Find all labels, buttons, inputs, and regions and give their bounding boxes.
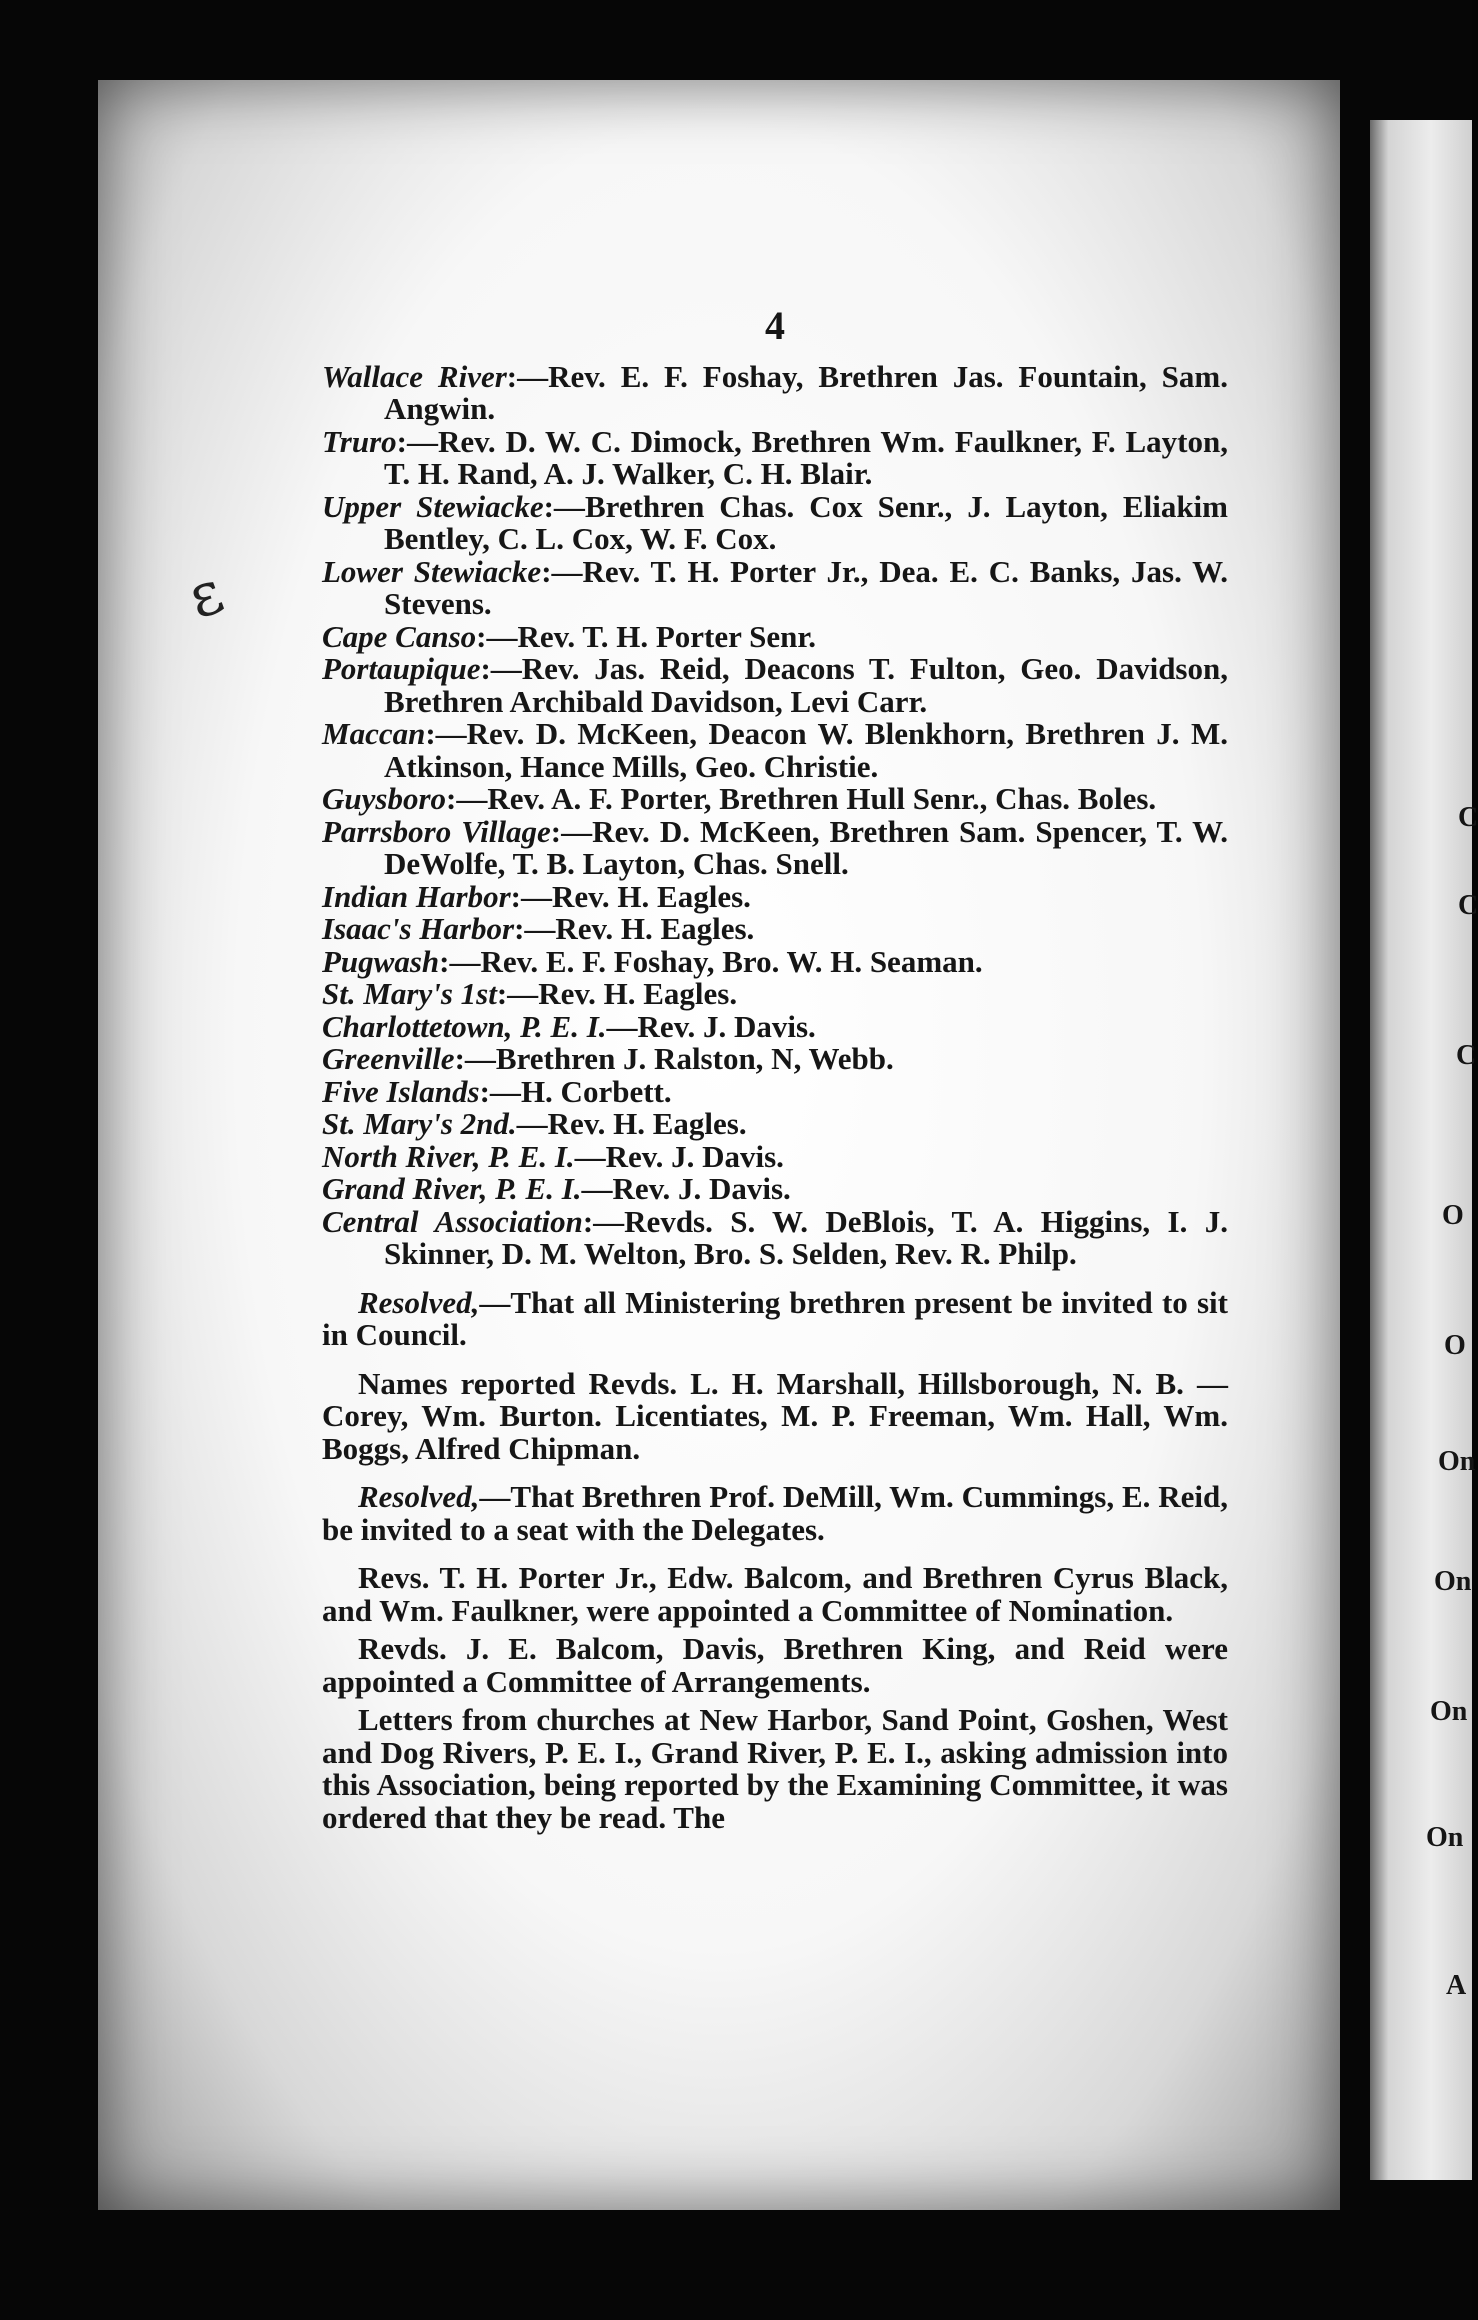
- delegate-entry: [322, 423, 1228, 491]
- delegate-names: Rev. J. Davis.: [637, 1008, 816, 1044]
- resolved-lead: Resolved,: [358, 1284, 480, 1320]
- delegate-entry: [322, 488, 1228, 556]
- separator: :—: [514, 911, 556, 946]
- delegate-names: Rev. Jas. Reid, Deacons T. Fulton, Geo. Davidson, Brethren Archibald Davidson, Levi Carr.: [384, 651, 1228, 719]
- edge-letter: On: [1430, 1696, 1468, 1727]
- delegate-entry: [322, 1073, 1228, 1109]
- paragraph-text: Revs. T. H. Porter Jr., Edw. Balcom, and Brethren Cyrus Black, and Wm. Faulkner, were appointed a Committee of Nomination.: [322, 1560, 1228, 1628]
- church-name: Upper Stewiacke: [322, 488, 544, 524]
- separator: :—: [479, 1073, 521, 1109]
- delegate-names: Revds. S. W. DeBlois, T. A. Higgins, I. J. Skinner, D. M. Welton, Bro. S. Selden, Rev. R. Philp.: [384, 1203, 1228, 1271]
- edge-letter: C: [1458, 890, 1478, 921]
- adjacent-page-edge: [1370, 120, 1478, 2180]
- delegate-entry: [322, 1173, 1228, 1206]
- delegate-names: Brethren Chas. Cox Senr., J. Layton, Eliakim Bentley, C. L. Cox, W. F. Cox.: [384, 488, 1228, 556]
- delegate-entry: [322, 1108, 1228, 1141]
- church-name: Truro: [322, 423, 397, 459]
- names-reported-paragraph: [322, 1365, 1228, 1466]
- paragraph-text: —That all Ministering brethren present be invited to sit in Council.: [322, 1284, 1228, 1352]
- delegate-entry: [322, 878, 1228, 914]
- resolution-paragraph: [322, 1481, 1228, 1546]
- separator: :—: [541, 553, 583, 589]
- delegate-names: Rev. D. McKeen, Brethren Sam. Spencer, T. W. DeWolfe, T. B. Layton, Chas. Snell.: [384, 813, 1228, 881]
- separator: —: [581, 1171, 613, 1206]
- separator: —: [606, 1008, 638, 1044]
- church-name: North River, P. E. I.: [322, 1138, 575, 1174]
- separator: :—: [496, 976, 539, 1011]
- delegate-entry: [322, 1008, 1228, 1044]
- edge-letter: On: [1438, 1446, 1476, 1477]
- edge-letter: C: [1456, 1040, 1477, 1071]
- delegate-names: Rev. E. F. Foshay, Brethren Jas. Fountain, Sam. Angwin.: [384, 358, 1228, 426]
- church-name: Wallace River: [322, 358, 507, 394]
- delegate-list: [322, 358, 1228, 1271]
- delegate-names: Rev. J. Davis.: [612, 1171, 791, 1206]
- delegate-names: Rev. H. Eagles.: [555, 911, 755, 946]
- church-name: Lower Stewiacke: [322, 553, 542, 589]
- church-name: Pugwash: [322, 943, 440, 979]
- edge-letter: On: [1426, 1822, 1464, 1853]
- church-name: Portaupique: [322, 651, 481, 686]
- paragraph-text: —That Brethren Prof. DeMill, Wm. Cummings, E. Reid, be invited to a seat with the Delegates.: [322, 1479, 1228, 1547]
- edge-letter: C: [1458, 802, 1478, 833]
- resolution-paragraph: [322, 1284, 1228, 1352]
- church-name: Cape Canso: [322, 618, 477, 654]
- church-name: Greenville: [322, 1041, 455, 1076]
- separator: :—: [543, 488, 585, 524]
- church-name: Five Islands: [322, 1073, 480, 1109]
- delegate-entry: [322, 1043, 1228, 1076]
- letters-paragraph: [322, 1704, 1228, 1834]
- delegate-entry: [322, 553, 1228, 621]
- edge-letter: A: [1446, 1970, 1467, 2001]
- adjacent-page-letters: [1370, 120, 1478, 2180]
- page-text: [322, 303, 1228, 1835]
- church-name: St. Mary's 1st: [322, 976, 497, 1011]
- separator: :—: [480, 651, 522, 686]
- delegate-names: Rev. T. H. Porter Jr., Dea. E. C. Banks, Jas. W. Stevens.: [384, 553, 1228, 621]
- delegate-entry: [322, 1203, 1228, 1271]
- separator: :—: [582, 1203, 625, 1239]
- delegate-entry: [322, 1138, 1228, 1174]
- delegate-entry: [322, 358, 1228, 426]
- delegate-names: Rev. T. H. Porter Senr.: [517, 618, 816, 654]
- arrangements-committee-paragraph: [322, 1633, 1228, 1698]
- delegate-names: Rev. D. W. C. Dimock, Brethren Wm. Faulkner, F. Layton, T. H. Rand, A. J. Walker, C. H. Blair.: [384, 423, 1228, 491]
- nomination-committee-paragraph: [322, 1562, 1228, 1627]
- delegate-names: Rev. H. Eagles.: [538, 976, 738, 1011]
- separator: :—: [476, 618, 518, 654]
- separator: :—: [550, 813, 593, 849]
- delegate-names: Brethren J. Ralston, N, Webb.: [495, 1041, 894, 1076]
- church-name: Indian Harbor: [322, 878, 511, 914]
- church-name: Grand River, P. E. I.: [322, 1171, 582, 1206]
- separator: :—: [439, 943, 481, 979]
- edge-letter: On: [1434, 1566, 1472, 1597]
- delegate-entry: [322, 783, 1228, 816]
- delegate-entry: [322, 943, 1228, 979]
- delegate-entry: [322, 913, 1228, 946]
- delegate-names: Rev. A. F. Porter, Brethren Hull Senr., Chas. Boles.: [487, 781, 1157, 816]
- delegate-names: Rev. J. Davis.: [605, 1138, 784, 1174]
- delegate-names: Rev. E. F. Foshay, Bro. W. H. Seaman.: [480, 943, 983, 979]
- church-name: Parrsboro Village: [322, 813, 551, 849]
- delegate-entry: [322, 618, 1228, 654]
- separator: —: [516, 1106, 548, 1141]
- separator: :—: [454, 1041, 496, 1076]
- margin-pen-mark: ɛ: [178, 556, 233, 634]
- separator: :—: [425, 716, 467, 751]
- resolved-lead: Resolved,: [358, 1479, 480, 1514]
- church-name: St. Mary's 2nd.: [322, 1106, 517, 1141]
- separator: —: [574, 1138, 606, 1174]
- paragraph-text: Letters from churches at New Harbor, Sand Point, Goshen, West and Dog Rivers, P. E. I., Grand River, P. E. I., asking admission into this Association, being reported by the Examining Committee, it was ordered that they be read. The: [322, 1702, 1228, 1835]
- church-name: Central Association: [322, 1203, 583, 1239]
- delegate-entry: [322, 718, 1228, 783]
- paragraph-text: Revds. J. E. Balcom, Davis, Brethren King, and Reid were appointed a Committee of Arrangements.: [322, 1631, 1228, 1699]
- separator: :—: [510, 878, 552, 914]
- edge-letter: O: [1444, 1330, 1466, 1361]
- church-name: Charlottetown, P. E. I.: [322, 1008, 607, 1044]
- separator: :—: [396, 423, 438, 459]
- delegate-names: Rev. H. Eagles.: [547, 1106, 747, 1141]
- separator: :—: [506, 358, 549, 394]
- paragraph-text: Names reported Revds. L. H. Marshall, Hillsborough, N. B. — Corey, Wm. Burton. Licentiates, M. P. Freeman, Wm. Hall, Wm. Boggs, Alfred Chipman.: [322, 1365, 1228, 1466]
- delegate-entry: [322, 653, 1228, 718]
- delegate-entry: [322, 978, 1228, 1011]
- delegate-names: Rev. H. Eagles.: [551, 878, 751, 914]
- edge-letter: O: [1442, 1200, 1464, 1231]
- church-name: Maccan: [322, 716, 426, 751]
- delegate-entry: [322, 813, 1228, 881]
- delegate-names: Rev. D. McKeen, Deacon W. Blenkhorn, Brethren J. M. Atkinson, Hance Mills, Geo. Christie.: [384, 716, 1228, 784]
- separator: :—: [446, 781, 488, 816]
- delegate-names: H. Corbett.: [520, 1073, 672, 1109]
- page-number: 4: [765, 303, 785, 348]
- church-name: Isaac's Harbor: [322, 911, 515, 946]
- church-name: Guysboro: [322, 781, 447, 816]
